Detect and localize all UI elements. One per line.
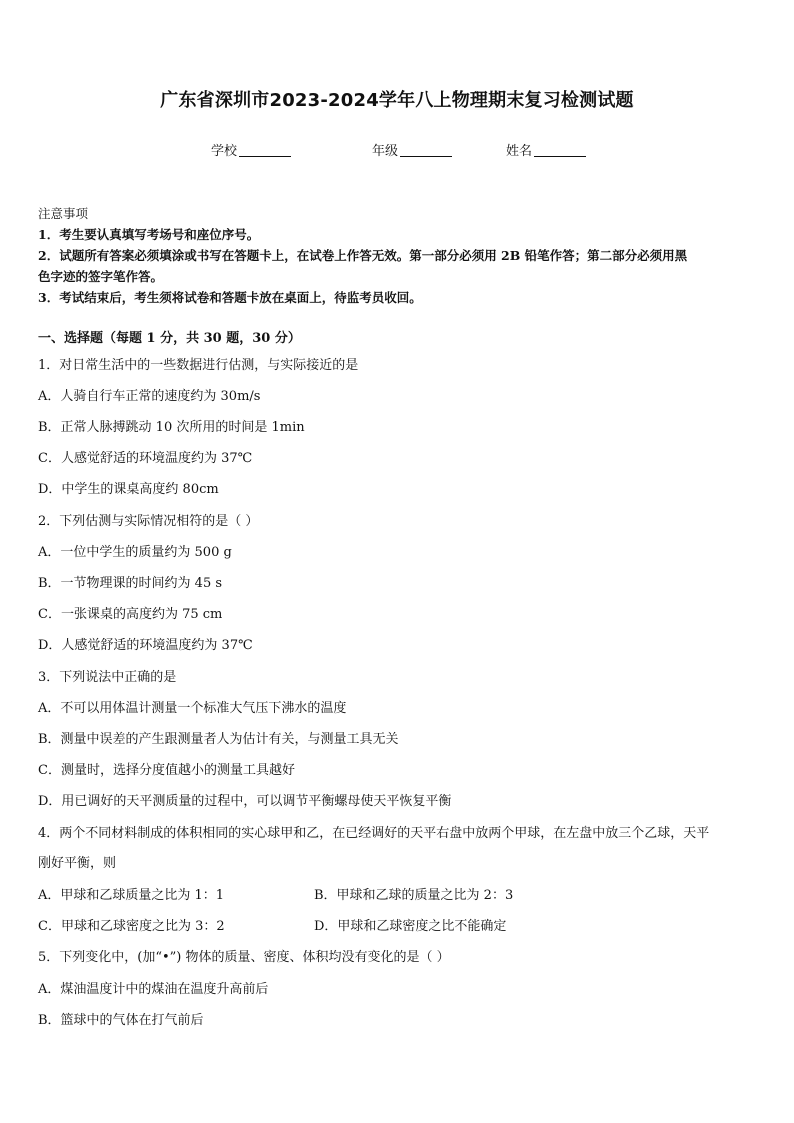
question-stem-continued: 刚好平衡，则	[38, 856, 117, 871]
note-item: 2．试题所有答案必须填涂或书写在答题卡上，在试卷上作答无效。第一部分必须用 2B 铅笔作答；第二部分必须用黑	[38, 248, 688, 263]
grade-blank	[400, 142, 452, 157]
notes-block	[38, 203, 758, 308]
question-stem: 3．下列说法中正确的是	[38, 670, 177, 685]
option-c: C．一张课桌的高度约为 75 cm	[38, 607, 223, 622]
note-item: 1．考生要认真填写考场号和座位序号。	[38, 227, 260, 242]
option-a: A．甲球和乙球质量之比为 1：1	[38, 888, 225, 903]
option-a: A．不可以用体温计测量一个标准大气压下沸水的温度	[38, 701, 347, 716]
question-stem: 2．下列估测与实际情况相符的是（ ）	[38, 514, 259, 529]
option-b: B．甲球和乙球的质量之比为 2：3	[314, 888, 514, 903]
option-a: A．人骑自行车正常的速度约为 30m/s	[38, 389, 261, 404]
section-heading: 一、选择题（每题 1 分，共 30 题，30 分）	[38, 331, 301, 346]
option-d: D．甲球和乙球密度之比不能确定	[314, 919, 507, 934]
name-label: 姓名	[506, 144, 533, 159]
option-a: A．煤油温度计中的煤油在温度升高前后	[38, 982, 269, 997]
name-field	[506, 140, 586, 159]
option-d: D．人感觉舒适的环境温度约为 37℃	[38, 638, 253, 653]
option-d: D．用已调好的天平测质量的过程中，可以调节平衡螺母使天平恢复平衡	[38, 794, 452, 809]
school-label: 学校	[211, 144, 238, 159]
grade-field	[372, 140, 452, 159]
page-title: 广东省深圳市2023-2024学年八上物理期末复习检测试题	[160, 90, 634, 111]
option-b: B．篮球中的气体在打气前后	[38, 1013, 204, 1028]
option-c: C．人感觉舒适的环境温度约为 37℃	[38, 451, 253, 466]
option-c: C．甲球和乙球密度之比为 3：2	[38, 919, 225, 934]
school-field	[211, 140, 291, 159]
student-info-row	[0, 140, 794, 160]
option-b: B．正常人脉搏跳动 10 次所用的时间是 1min	[38, 420, 305, 435]
option-b: B．一节物理课的时间约为 45 s	[38, 576, 223, 591]
note-item: 3．考试结束后，考生须将试卷和答题卡放在桌面上，待监考员收回。	[38, 290, 422, 305]
grade-label: 年级	[372, 144, 399, 159]
option-a: A．一位中学生的质量约为 500 g	[38, 545, 232, 560]
question-stem: 4．两个不同材料制成的体积相同的实心球甲和乙，在已经调好的天平右盘中放两个甲球，在左盘中放三个乙球，天平	[38, 826, 710, 841]
school-blank	[239, 142, 291, 157]
option-d: D．中学生的课桌高度约 80cm	[38, 482, 219, 497]
option-b: B．测量中误差的产生跟测量者人为估计有关，与测量工具无关	[38, 732, 399, 747]
name-blank	[534, 142, 586, 157]
note-item: 色字迹的签字笔作答。	[38, 269, 164, 284]
question-stem: 5．下列变化中，(加“•”) 物体的质量、密度、体积均没有变化的是（ ）	[38, 950, 450, 965]
option-c: C．测量时，选择分度值越小的测量工具越好	[38, 763, 295, 778]
question-stem: 1．对日常生活中的一些数据进行估测，与实际接近的是	[38, 358, 359, 373]
notes-heading: 注意事项	[38, 206, 89, 221]
